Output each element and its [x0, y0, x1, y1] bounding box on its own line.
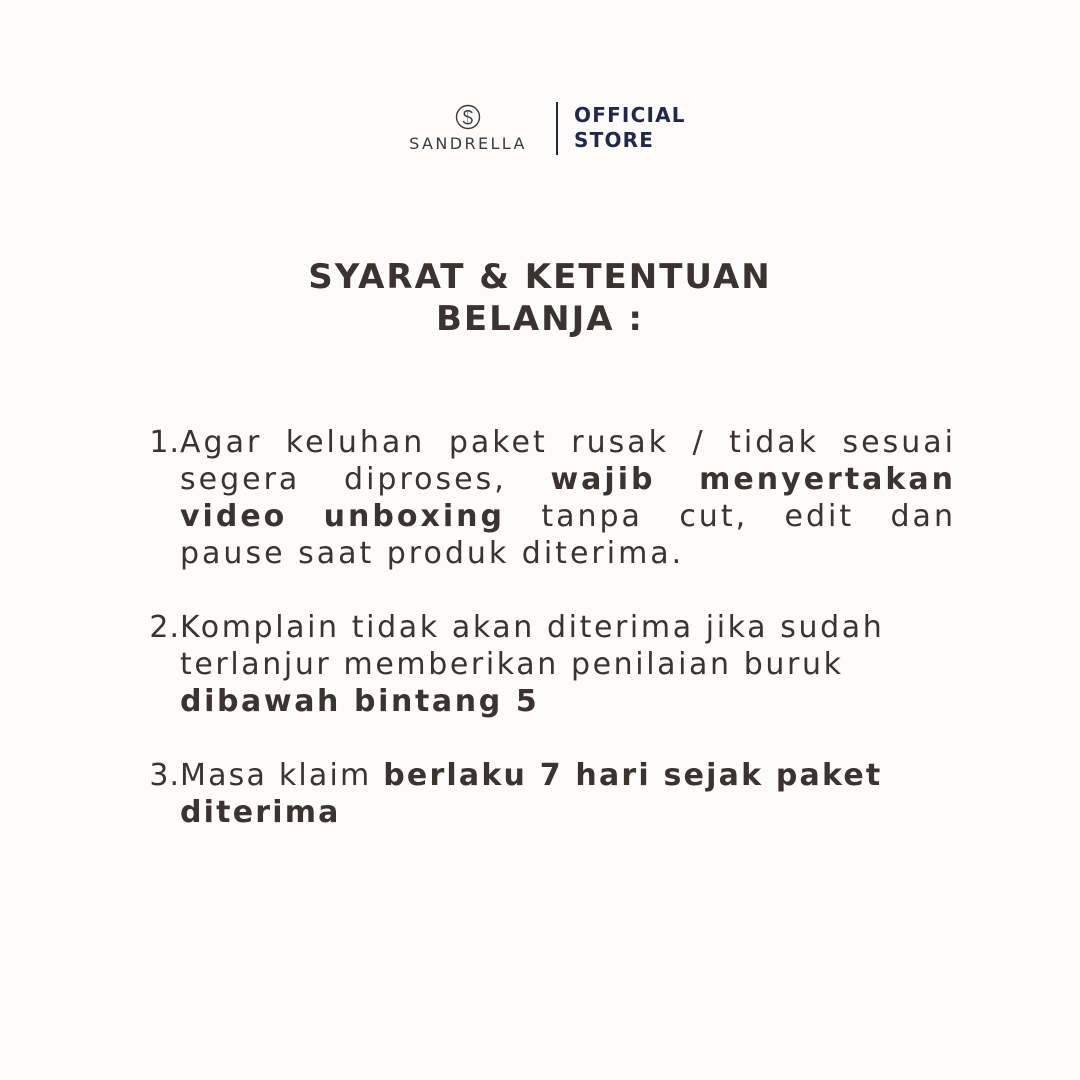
term-item	[140, 609, 960, 720]
term-line-bold: diterima	[180, 795, 341, 830]
term-word: Agar	[180, 425, 263, 460]
term-word: sesuai	[842, 425, 956, 460]
brand-name: SANDRELLA	[409, 134, 527, 153]
term-line-bold: dibawah bintang 5	[180, 684, 540, 719]
official-store-badge	[574, 103, 686, 153]
term-text	[180, 424, 960, 572]
term-word: cut,	[679, 499, 749, 534]
term-item	[140, 757, 960, 831]
badge-line-official: OFFICIAL	[574, 103, 686, 127]
term-word-bold: video	[180, 499, 288, 534]
badge-line-store: STORE	[574, 128, 655, 152]
term-text	[180, 757, 960, 831]
term-text	[180, 609, 960, 720]
term-number: 1.	[149, 425, 180, 460]
term-number: 2.	[149, 610, 180, 645]
term-word-bold: wajib	[550, 462, 656, 497]
term-line	[180, 498, 956, 535]
terms-list	[140, 424, 960, 831]
term-line: pause saat produk diterima.	[180, 536, 685, 571]
term-word: dan	[890, 499, 956, 534]
term-line	[180, 461, 956, 498]
term-text-bold: berlaku 7 hari sejak paket	[383, 758, 883, 793]
term-line: terlanjur memberikan penilaian buruk	[180, 647, 844, 682]
term-number: 3.	[149, 758, 180, 793]
term-word-bold: menyertakan	[699, 462, 956, 497]
sandrella-logo-icon	[455, 104, 481, 130]
term-item	[140, 424, 960, 572]
page-title-line-1: SYARAT & KETENTUAN	[308, 257, 772, 297]
term-text-normal: Masa klaim	[180, 758, 384, 793]
page-title	[0, 256, 1080, 340]
term-line	[180, 757, 960, 794]
term-word: segera	[180, 462, 301, 497]
page-title-line-2: BELANJA :	[436, 299, 644, 339]
term-line	[180, 424, 956, 461]
term-word: edit	[784, 499, 855, 534]
term-word: diproses,	[344, 462, 507, 497]
term-word: rusak	[571, 425, 670, 460]
term-word: tidak	[729, 425, 820, 460]
brand-header	[0, 102, 1080, 158]
term-word-bold: unboxing	[323, 499, 505, 534]
term-word: paket	[448, 425, 548, 460]
term-line: Komplain tidak akan diterima jika sudah	[180, 610, 885, 645]
term-word: /	[692, 425, 706, 460]
term-word: keluhan	[285, 425, 426, 460]
logo-divider	[556, 102, 558, 155]
term-word: tanpa	[541, 499, 643, 534]
brand-logo	[400, 102, 536, 153]
